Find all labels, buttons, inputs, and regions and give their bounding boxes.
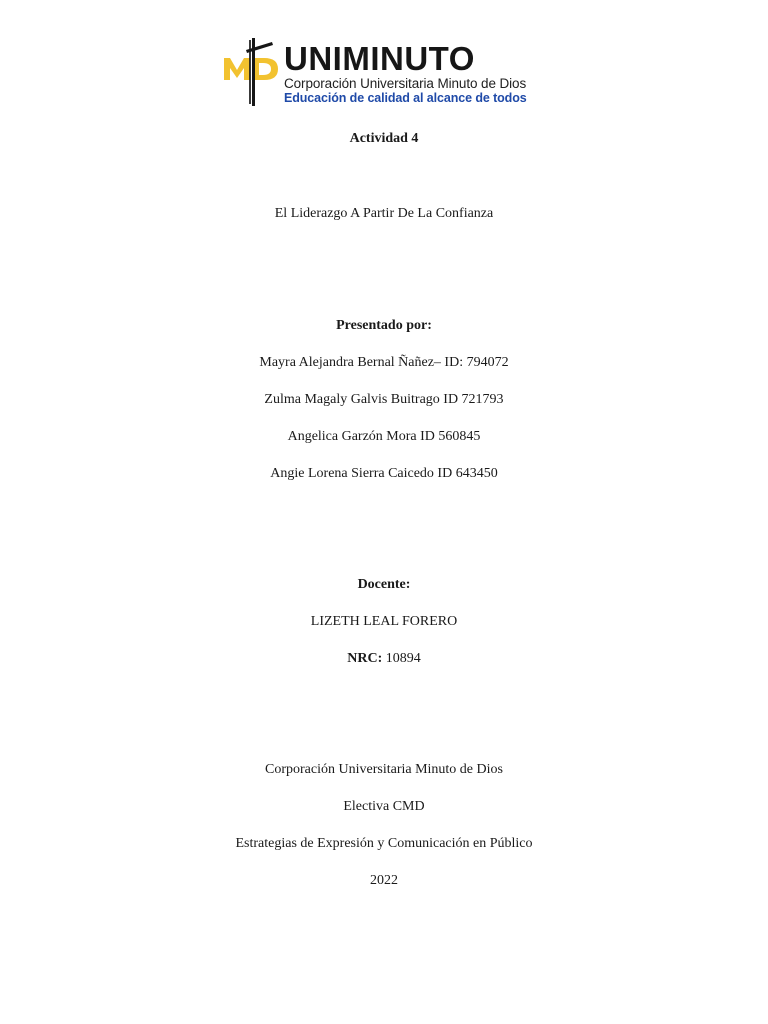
uniminuto-logo [222,36,546,108]
logo-tagline: Educación de calidad al alcance de todos [284,91,527,105]
author-line: Mayra Alejandra Bernal Ñañez– ID: 794072 [259,355,509,370]
author-line: Zulma Magaly Galvis Buitrago ID 721793 [264,392,504,407]
nrc-line [0,650,768,668]
teacher-label: Docente: [357,577,411,592]
activity-heading: Actividad 4 [349,131,419,146]
document-year: 2022 [370,873,398,888]
course-name: Estrategias de Expresión y Comunicación en Público [235,836,533,851]
nrc-value: 10894 [385,651,421,666]
presented-by-label: Presentado por: [336,318,432,333]
teacher-name: LIZETH LEAL FORERO [310,614,458,629]
logo-subtitle: Corporación Universitaria Minuto de Dios [284,76,527,91]
elective-name: Electiva CMD [343,799,425,814]
author-line: Angie Lorena Sierra Caicedo ID 643450 [270,466,498,481]
document-title: El Liderazgo A Partir De La Confianza [274,206,494,221]
institution-name: Corporación Universitaria Minuto de Dios [265,762,503,777]
author-line: Angelica Garzón Mora ID 560845 [287,429,481,444]
logo-wordmark: UNIMINUTO [284,40,475,77]
nrc-label: NRC: [347,651,383,666]
md-cross-logo-icon [222,36,286,108]
